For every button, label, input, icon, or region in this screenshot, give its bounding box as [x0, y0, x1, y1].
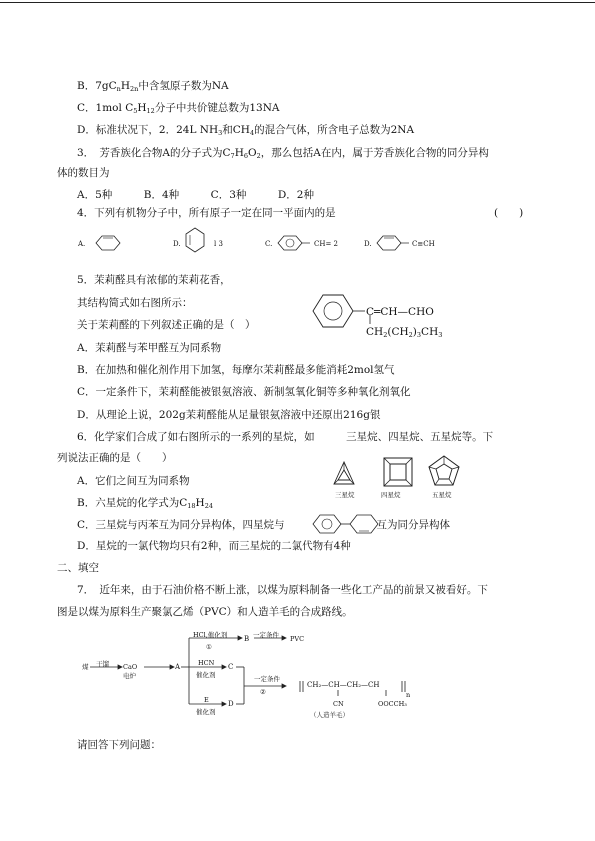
diagram-a: A	[175, 663, 181, 671]
q5-stem-line2: 其结构简式如右图所示：	[77, 297, 193, 309]
q4-option-a-label: A.	[78, 240, 86, 248]
q4-option-c-label: C.	[265, 240, 273, 248]
diagram-c: C	[228, 663, 234, 671]
q4-option-d-structure	[371, 232, 411, 254]
diagram-coal: 煤	[82, 663, 89, 671]
q6-stem-line2: 列说法正确的是（ ）	[57, 452, 173, 464]
diagram-cn: CN	[333, 700, 344, 708]
q4-option-b-structure	[180, 225, 210, 259]
q2-option-c: C．1mol $C_5H_{12}$分子中共价键总数为13NA	[77, 102, 280, 115]
q5-structure-chain-text: $CH_2(CH_2)_3CH_3$	[366, 326, 443, 339]
header-rule	[0, 2, 595, 3]
diagram-condition1: 一定条件	[253, 631, 279, 639]
diagram-catalyst3: 催化剂	[196, 708, 216, 716]
q6-label-tristar: 三星烷	[335, 491, 355, 499]
q4-option-d-label: D.	[364, 240, 372, 248]
diagram-hcn: HCN	[198, 659, 215, 667]
diagram-dry-distillation: 干馏	[96, 660, 109, 668]
q4-option-c-structure	[272, 232, 312, 254]
q4-stem: 4．下列有机物分子中，所有原子一定在同一平面内的是	[77, 207, 336, 219]
diagram-hcl-catalyst: HCl,催化剂	[193, 631, 228, 639]
section-fill-in-title: 二、填空	[57, 562, 99, 574]
q6-option-c: C．三星烷与丙苯互为同分异构体，四星烷与 互为同分异构体	[77, 519, 451, 531]
diagram-pvc: PVC	[290, 635, 305, 643]
q5-option-a: A．茉莉醛与苯甲醛互为同系物	[77, 342, 222, 354]
q5-option-d: D．从理论上说，202g茉莉醛能从足量银氨溶液中还原出216g银	[77, 409, 381, 421]
q4-option-b-label: D.	[173, 240, 181, 248]
diagram-d: D	[228, 700, 234, 708]
q6-option-d: D．星烷的一氯代物均只有2种，而三星烷的二氯代物有4种	[77, 540, 351, 552]
q2-option-d: D．标准状况下，2．24L $NH_3$和$CH_4$的混合气体，所含电子总数为2NA	[77, 124, 415, 137]
q5-option-c: C．一定条件下，茉莉醛能被银氨溶液、新制氢氧化铜等多种氧化剂氧化	[77, 386, 411, 398]
q3-stem-line1: 3． 芳香族化合物A的分子式为$C_7H_6O_2$，那么包括A在内，属于芳香族化合物的同分异构	[77, 147, 489, 160]
diagram-cao: CaO	[123, 663, 138, 671]
q5-stem-line1: 5．茉莉醛具有浓郁的茉莉花香，	[77, 274, 231, 286]
diagram-n: n	[406, 691, 411, 699]
q6-star-alkane-figures	[326, 456, 476, 492]
q4-option-b-substituent: l 3	[214, 240, 223, 248]
diagram-e: E	[204, 696, 209, 704]
q4-option-c-substituent: CH= 2	[314, 240, 339, 248]
q6-stem-line1: 6．化学家们合成了如右图所示的一系列的星烷，如 三星烷、四星烷、五星烷等。下	[77, 431, 494, 443]
q7-ask: 请回答下列问题：	[77, 739, 161, 751]
diagram-condition2: 一定条件	[254, 675, 280, 683]
q6-label-tetrastar: 四星烷	[381, 491, 401, 499]
q3-stem-line2: 体的数目为	[57, 167, 110, 179]
q4-option-a-structure	[88, 232, 128, 254]
diagram-step1: ①	[206, 643, 212, 651]
diagram-step2: ②	[260, 688, 266, 696]
diagram-catalyst2: 催化剂	[196, 671, 216, 679]
q2-option-b: B．$7gC_nH_{2n}$中含氢原子数为NA	[77, 80, 229, 93]
diagram-ooccch3: OOCCH₃	[378, 700, 407, 708]
diagram-polymer-chain: CH₂—CH—CH₂—CH	[307, 681, 380, 689]
q6-option-a: A．它们之间互为同系物	[77, 475, 190, 487]
q7-stem-line1: 7． 近年来，由于石油价格不断上涨，以煤为原料制备一些化工产品的前景又被看好。下	[77, 584, 488, 596]
diagram-b: B	[244, 635, 250, 643]
diagram-artificial-wool: （人造羊毛）	[310, 711, 349, 719]
pentastar-structure	[429, 456, 459, 485]
q5-option-b: B．在加热和催化剂作用下加氢，每摩尔茉莉醛最多能消耗2mol氢气	[77, 364, 395, 376]
q6-bicyclohexenyl-structure	[310, 512, 406, 536]
q4-option-d-substituent: C≡CH	[412, 240, 435, 248]
q6-label-pentastar: 五星烷	[432, 491, 452, 499]
tetrastar-structure	[384, 458, 412, 486]
q4-answer-paren: ( )	[494, 207, 524, 219]
q3-options: A．5种 B．4种 C．3种 D．2种	[77, 189, 314, 201]
tristar-structure	[334, 462, 354, 484]
diagram-furnace: 电炉	[123, 672, 136, 680]
q7-stem-line2: 图是以煤为原料生产聚氯乙烯（PVC）和人造羊毛的合成路线。	[57, 606, 353, 618]
q6-option-b: B．六星烷的化学式为$C_{18}H_{24}$	[77, 497, 213, 510]
q5-structure-top-text: C═CH—CHO	[366, 306, 434, 318]
q5-stem-line3: 关于茉莉醛的下列叙述正确的是（ ）	[77, 319, 256, 331]
